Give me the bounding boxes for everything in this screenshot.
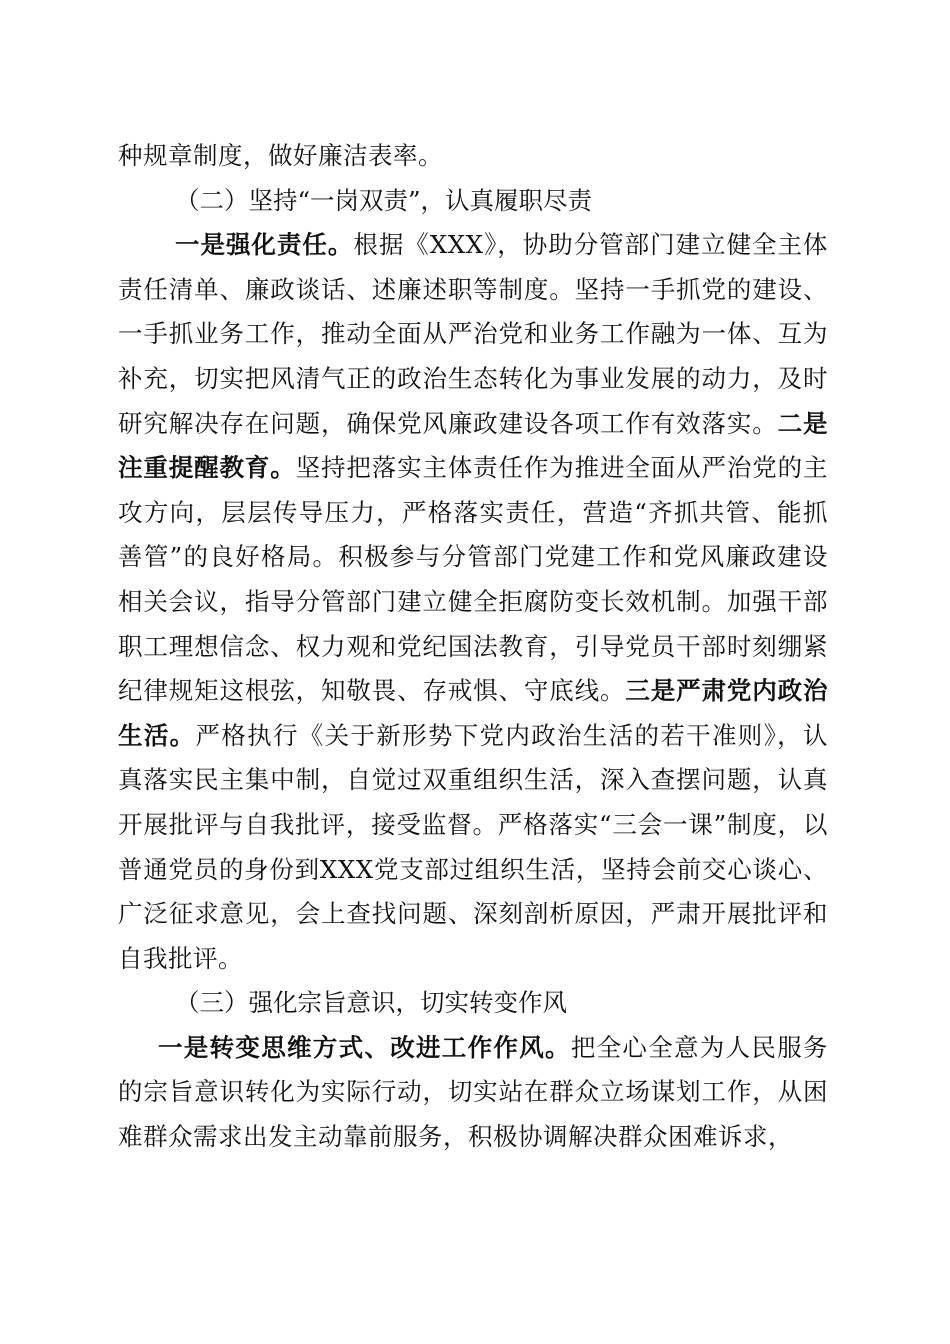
paragraph-responsibility bbox=[118, 223, 828, 981]
paragraph-text-4: 把全心全意为人民服务的宗旨意识转化为实际行动，切实站在群众立场谋划工作，从困难群众需求出发主动靠前服务，积极协调解决群众困难诉求， bbox=[118, 1032, 829, 1152]
section-heading-2: （二）坚持“一岗双责”，认真履职尽责 bbox=[175, 185, 593, 215]
bold-lead-3: 三是严肃党内政治生活。 bbox=[118, 676, 828, 750]
bold-lead-4: 一是转变思维方式、改进工作作风。 bbox=[158, 1032, 571, 1062]
bold-lead-1: 一是强化责任。 bbox=[175, 230, 354, 260]
document-body bbox=[118, 134, 828, 1160]
paragraph-text-2: 坚持把落实主体责任作为推进全面从严治党的主攻方向，层层传导压力，严格落实责任，营造“齐抓共管、能抓善管”的良好格局。积极参与分管部门党建工作和党风廉政建设相关会议，指导分管部门建立健全拒腐防变长效机制。加强干部职工理想信念、权力观和党纪国法教育，引导党员干部时刻绷紧纪律规矩这根弦，知敬畏、存戒惧、守底线。 bbox=[118, 453, 828, 706]
bold-lead-2: 二是注重提醒教育。 bbox=[118, 408, 829, 483]
paragraph-text-1: 根据《XXX》，协助分管部门建立健全主体责任清单、廉政谈话、述廉述职等制度。坚持一手抓党的建设、一手抓业务工作，推动全面从严治党和业务工作融为一体、互为补充，切实把风清气正的政治生态转化为事业发展的动力，及时研究解决存在问题，确保党风廉政建设各项工作有效落实。 bbox=[118, 230, 829, 438]
section-heading-3: （三）强化宗旨意识，切实转变作风 bbox=[175, 988, 567, 1018]
paragraph-continuation: 种规章制度，做好廉洁表率。 bbox=[118, 141, 443, 170]
paragraph-style bbox=[118, 1026, 828, 1160]
paragraph-text-3: 严格执行《关于新形势下党内政治生活的若干准则》，认真落实民主集中制，自觉过双重组织生活，深入查摆问题，认真开展批评与自我批评，接受监督。严格落实“三会一课”制度，以普通党员的身份到XXX党支部过组织生活，坚持会前交心谈心、广泛征求意见，会上查找问题、深刻剖析原因，严肃开展批评和自我批评。 bbox=[118, 720, 829, 973]
